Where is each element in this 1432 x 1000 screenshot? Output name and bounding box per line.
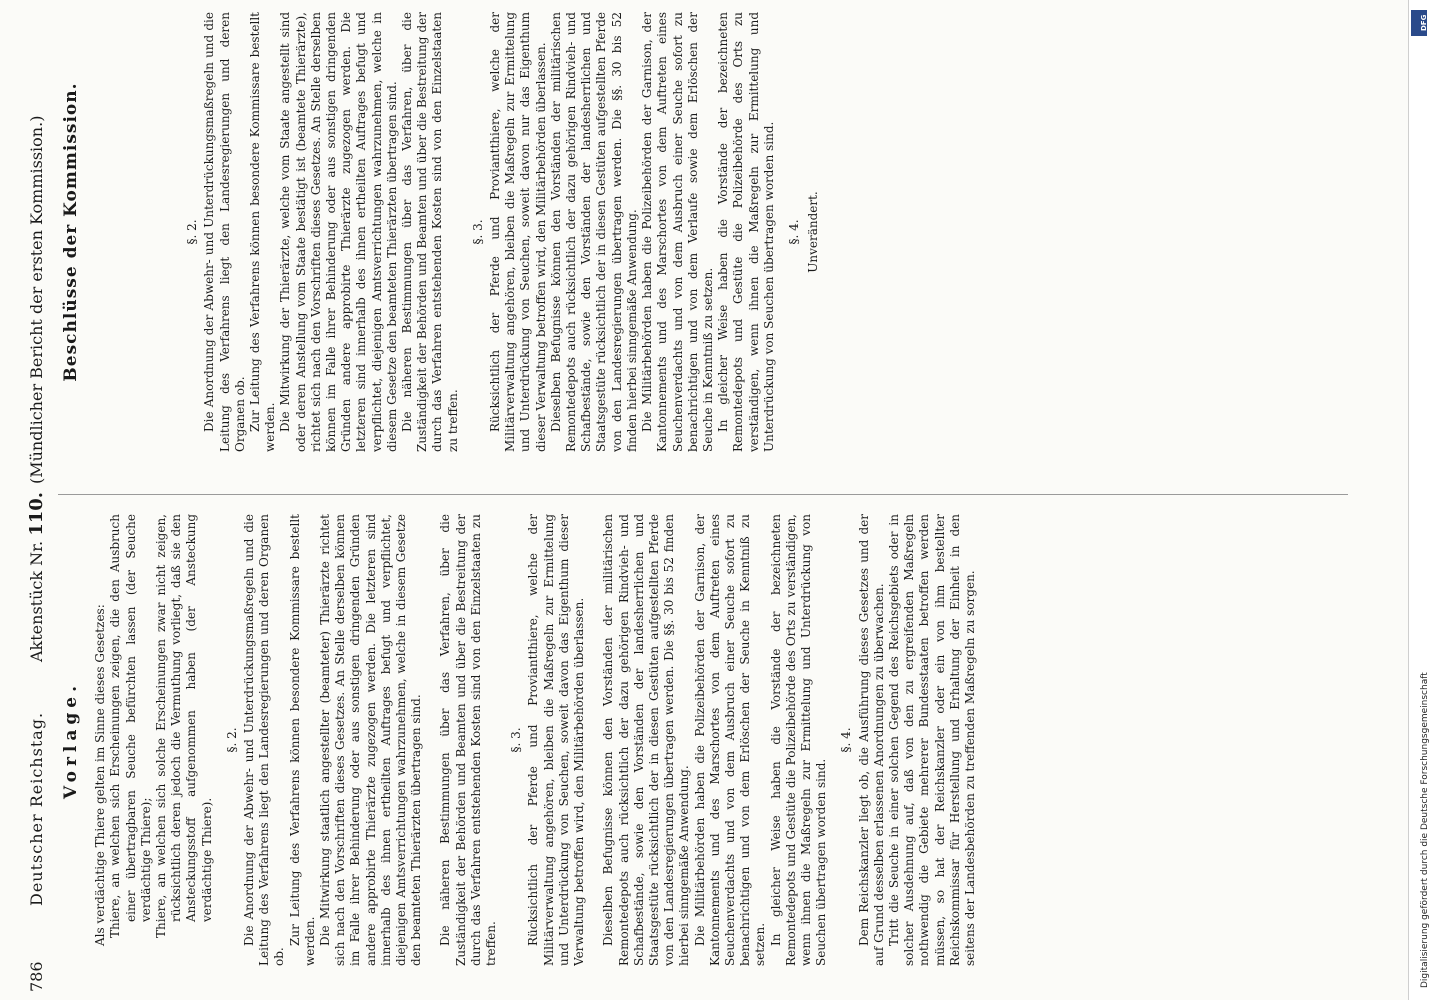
column-title-beschluesse: Beschlüsse der Kommission. — [61, 82, 81, 382]
paragraph: Dieselben Befugnisse können den Vorständen der militärischen Remontedepots auch rücksichtlich der dazu gehörigen Rindvieh- und Schafbestände, sowie den Vorständen der landesherrlichen und Staatsgestüte rücksichtlich der in diesen Gestüten aufgestellten Pferde von den Landesregierungen übertragen werden. Die §§. 30 bis 52 finden hierbei sinngemäße Anwendung. — [601, 514, 692, 966]
paragraph: Dieselben Befugnisse können den Vorständen der militärischen Remontedepots auch rücksichtlich der dazu gehörigen Rindvieh- und Schafbestände, sowie den Vorständen der landesherrlichen und Staatsgestüte rücksichtlich der in diesen Gestüten aufgestellten Pferde von den Landesregierungen übertragen werden. Die §§. 30 bis 52 finden hierbei sinngemäße Anwendung. — [548, 12, 639, 452]
section-heading: §. 4. — [839, 727, 854, 753]
unchanged-note: Unverändert. — [806, 191, 821, 273]
document-number: 110. — [26, 491, 47, 536]
paragraph: Die Militärbehörden haben die Polizeibehörden der Garnison, der Kantonnements und des Marschortes von dem Auftreten eines Seuchenverdachts und von dem Ausbruch einer Seuche sofort zu benachrichtigen und von dem Verlaufe sowie dem Erlöschen der Seuche in Kenntniß zu setzen. — [640, 12, 715, 452]
section-heading: §. 2. — [185, 219, 200, 245]
paragraph: Zur Leitung des Verfahrens können besondere Kommissare bestellt werden. — [287, 514, 317, 966]
spacer — [587, 514, 601, 966]
paragraph: Als verdächtige Thiere gelten im Sinne dieses Gesetzes: — [93, 604, 108, 946]
digitization-credit: Digitalisierung gefördert durch die Deutsche Forschungsgemeinschaft — [1420, 672, 1430, 988]
publication-title: Deutscher Reichstag. — [27, 711, 46, 906]
paragraph: Die Mitwirkung der Thierärzte, welche vom Staate angestellt sind oder deren Anstellung vom Staate bestätigt ist (beamtete Thierärzte), richtet sich nach den Vorschriften dieses Gesetzes. An Stelle derselben können im Falle ihrer Behinderung oder aus sonstigen dringenden Gründen andere approbirte Thierärzte zugezogen werden. Die letzteren sind innerhalb des ihnen ertheilten Auftrages befugt und verpflichtet, diejenigen Amtsverrichtungen wahrzunehmen, welche in diesem Gesetze den beamteten Thierärzten übertragen sind. — [278, 12, 399, 452]
column-divider — [58, 494, 1348, 495]
list-item: Thiere, an welchen sich Erscheinungen zeigen, die den Ausbruch einer übertragbaren Seuche befürchten lassen (der Seuche verdächtige Thiere); — [108, 514, 153, 938]
column-beschluesse — [56, 12, 1356, 452]
paragraph: Die Mitwirkung staatlich angestellter (beamteter) Thierärzte richtet sich nach den Vorschriften dieses Gesetzes. An Stelle derselben können im Falle ihrer Behinderung oder aus sonstigen dringenden Gründen andere approbirte Thierärzte zugezogen werden. Die letzteren sind innerhalb des ihnen ertheilten Auftrages befugt und verpflichtet, diejenigen Amtsverrichtungen wahrzunehmen, welche in diesem Gesetze den beamteten Thierärzten übertragen sind. — [318, 514, 424, 966]
paragraph: Die Anordnung der Abwehr- und Unterdrückungsmaßregeln und die Leitung des Verfahrens liegt den Landesregierungen und deren Organen ob. — [242, 514, 287, 966]
section-heading: §. 4. — [786, 219, 801, 245]
list-item: Thiere, an welchen sich solche Erscheinungen zwar nicht zeigen, rücksichtlich deren jedoch die Vermuthung vorliegt, daß sie den Ansteckungsstoff aufgenommen haben (der Ansteckung verdächtige Thiere). — [154, 514, 214, 938]
page-header — [26, 0, 48, 992]
paragraph: Tritt die Seuche in einer solchen Gegend des Reichsgebiets oder in solcher Ausdehnung auf, daß von den zu ergreifenden Maßregeln nothwendig die Gebiete mehrerer Bundesstaaten betroffen werden müssen, so hat der Reichskanzler oder ein von ihm bestellter Reichskommissar für Herstellung und Erhaltung der Einheit in den seitens der Landesbehörden zu treffenden Maßregeln zu sorgen. — [886, 514, 977, 966]
section-heading: §. 3. — [470, 219, 485, 245]
spacer — [424, 514, 438, 966]
paragraph: In gleicher Weise haben die Vorstände der bezeichneten Remontedepots und Gestüte die Polizeibehörde des Orts zu verständigen, wenn ihnen die Maßregeln zur Ermittelung und Unterdrückung von Seuchen übertragen worden sind. — [716, 12, 776, 452]
paragraph: Die Militärbehörden haben die Polizeibehörden der Garnison, der Kantonnements und des Marschortes von dem Auftreten eines Seuchenverdachts und von dem Ausbruch einer Seuche sofort zu benachrichtigen und von dem Erlöschen der Seuche in Kenntniß zu setzen. — [692, 514, 768, 966]
dfg-logo: DFG — [1411, 10, 1427, 36]
paragraph: Die Anordnung der Abwehr- und Unterdrückungsmaßregeln und die Leitung des Verfahrens liegt den Landesregierungen und deren Organen ob. — [202, 12, 247, 452]
section-heading: §. 2. — [224, 727, 239, 753]
paragraph: Dem Reichskanzler liegt ob, die Ausführung dieses Gesetzes und der auf Grund desselben erlassenen Anordnungen zu überwachen. — [856, 514, 886, 966]
section-heading: §. 3. — [509, 727, 524, 753]
column-vorlage — [56, 514, 1356, 966]
paragraph: Die näheren Bestimmungen über das Verfahren, über die Zuständigkeit der Behörden und Beamten und über die Bestreitung der durch das Verfahren entstehenden Kosten sind von den Einzelstaaten zu treffen. — [438, 514, 499, 966]
page-number: 786 — [27, 961, 46, 992]
column-title-vorlage: Vorlage. — [61, 680, 81, 800]
spacer — [93, 12, 175, 452]
paragraph: Die näheren Bestimmungen über das Verfahren, über die Zuständigkeit der Behörden und Beamten und über die Bestreitung der durch das Verfahren entstehenden Kosten sind von den Einzelstaaten zu treffen. — [400, 12, 460, 452]
paragraph: Zur Leitung des Verfahrens können besondere Kommissare bestellt werden. — [248, 12, 278, 452]
paragraph: In gleicher Weise haben die Vorstände der bezeichneten Remontedepots und Gestüte die Polizeibehörde des Orts zu verständigen, wenn ihnen die Maßregeln zur Ermittelung und Unterdrückung von Seuchen übertragen worden sind. — [768, 514, 829, 966]
document-label: Aktenstück Nr. — [27, 540, 46, 662]
report-title: (Mündlicher Bericht der ersten Kommission.) — [27, 115, 46, 484]
paragraph: Rücksichtlich der Pferde und Proviantthiere, welche der Militärverwaltung angehören, bleiben die Maßregeln zur Ermittelung und Unterdrückung von Seuchen, soweit davon das Eigenthum dieser Verwaltung betroffen wird, den Militärbehörden überlassen. — [526, 514, 587, 966]
document-reference — [26, 492, 48, 662]
paragraph: Rücksichtlich der Pferde und Proviantthiere, welche der Militärverwaltung angehören, bleiben die Maßregeln zur Ermittelung und Unterdrückung von Seuchen, soweit davon nur das Eigenthum dieser Verwaltung betroffen wird, den Militärbehörden überlassen. — [488, 12, 548, 452]
